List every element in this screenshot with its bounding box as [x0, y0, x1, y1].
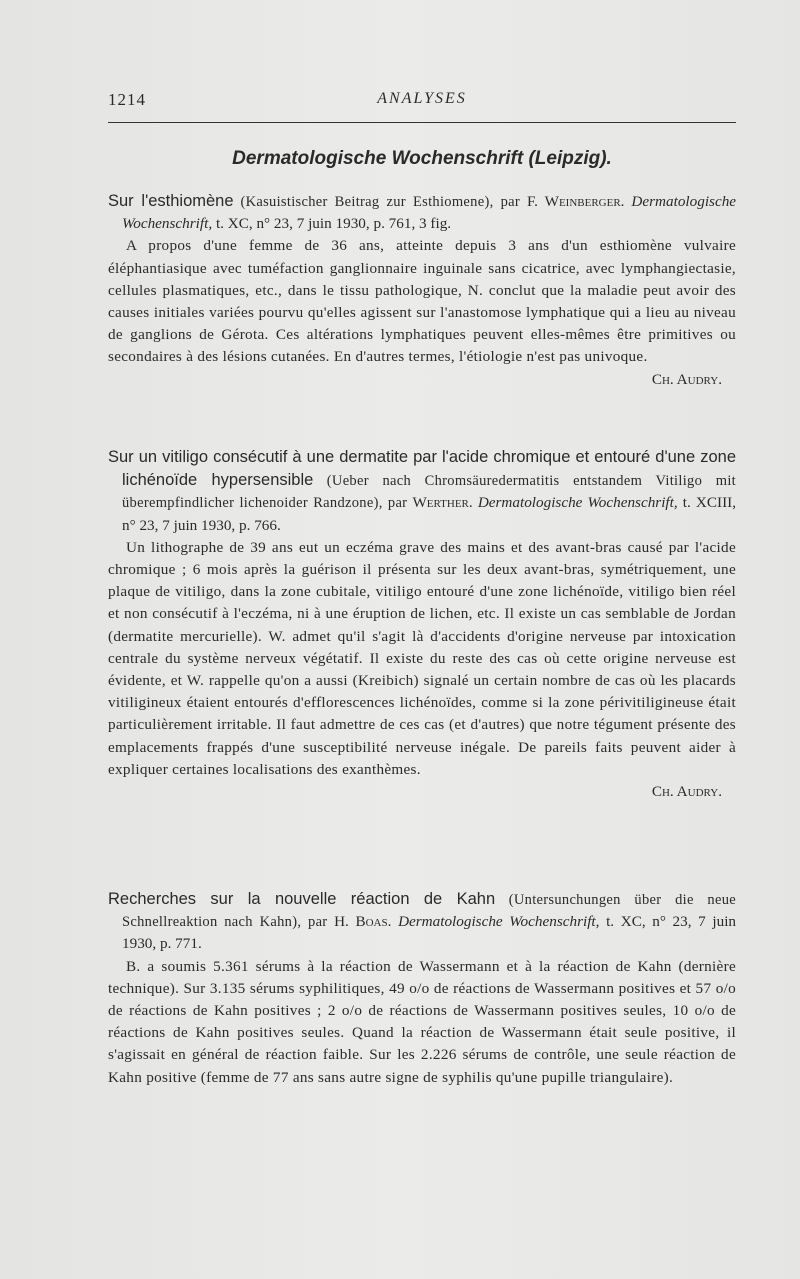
article-author: H. Boas. [334, 913, 392, 931]
article-heading [108, 446, 736, 537]
article-author: F. Weinberger. [526, 193, 625, 210]
article-title: Recherches sur la nouvelle réaction de Kahn [108, 890, 496, 908]
header-rule [108, 122, 736, 123]
article-title: Sur un vitiligo consécutif à une dermatite par l'acide chromique et entouré d'une zone lichénoïde hypersensible [108, 448, 736, 490]
article-heading [108, 190, 736, 235]
article-body: Un lithographe de 39 ans eut un eczéma grave des mains et des avant-bras causé par l'acide chromique ; 6 mois après la guérison il présenta sur les deux avant-bras, symétriquement, une plaque de vitiligo, dans la zone cubitale, vitiligo entouré d'une zone lichénoïde, vitiligo bien réel et non consécutif à l'eczéma, ni à une éruption de lichen, etc. Il existe un cas semblable de Jordan (dermatite mercurielle). W. admet qu'il s'agit là d'accidents d'origine nerveuse par intoxication centrale du système nerveux végétatif. Il existe du reste des cas où cette origine nerveuse est évidente, et W. rappelle qu'on a aussi (Kreibich) signalé un certain nombre de cas où les placards vitiligineux étaient entourés d'efflorescences lichénoïdes, comme si la zone périvitiligineuse était particulièrement irritable. Il faut admettre de ces cas (et d'autres) que notre tégument présente des emplacements frappés d'une susceptibilité nerveuse inégale. De pareils faits peuvent aider à expliquer certaines localisations des exanthèmes. [108, 538, 736, 778]
original-title: (Ueber nach Chromsäuredermatitis entstandem Vitiligo mit überempfindlicher lichenoider Randzone), par [122, 473, 736, 512]
article-body: A propos d'une femme de 36 ans, atteinte depuis 3 ans d'un esthiomène vulvaire éléphantiasique avec tuméfaction ganglionnaire inguinale sans cicatrice, avec lymphangiectasie, cellules plasmatiques, etc., dans le tissu pathologique, N. conclut que la maladie peut avoir des causes initiales variées pourvu qu'elles agissent sur l'anastomose lymphatique qui a lieu au niveau de ganglions de Gérota. Ces altérations lymphatiques peuvent elles-mêmes être primitives ou secondaires à des lésions cutanées. En d'autres termes, l'étiologie n'est pas univoque. [108, 237, 736, 366]
page-number: 1214 [108, 90, 146, 109]
article-heading [108, 888, 736, 956]
article-signature-line [108, 369, 736, 391]
article-signature-line [108, 781, 736, 803]
article-journal: Dermatologische Wochenschrift, [122, 193, 737, 233]
article-journal: Dermatologische Wochenschrift, [477, 494, 678, 512]
article-kahn-reaction [108, 888, 736, 1089]
article-citation: t. XCIII, n° 23, 7 juin 1930, p. 766. [122, 494, 736, 534]
article-journal: Dermatologische Wochenschrift, [398, 913, 600, 931]
article-body: B. a soumis 5.361 sérums à la réaction de Wassermann et à la réaction de Kahn (dernière technique). Sur 3.135 sérums syphilitiques, 49 o/o de réactions de Wassermann positives et 57 o/o de réactions de Kahn positives ; 2 o/o de réactions de Wassermann positives seules, 10 o/o de réactions de Kahn positives seules. Quand la réaction de Wassermann était seule positive, il s'agissait en général de réaction faible. Sur les 2.226 sérums de contrôle, une seule réaction de Kahn positive (femme de 77 ans sans autre signe de syphilis qu'une pupille triangulaire). [108, 957, 736, 1086]
article-esthiomene [108, 190, 736, 391]
page-header [108, 90, 736, 112]
original-title: (Untersunchungen über die neue Schnellreaktion nach Kahn), par [122, 892, 736, 931]
article-vitiligo [108, 446, 736, 803]
article-citation: t. XC, n° 23, 7 juin 1930, p. 761, 3 fig. [215, 215, 452, 233]
article-citation: t. XC, n° 23, 7 juin 1930, p. 771. [122, 913, 737, 953]
article-signature: Ch. Audry. [651, 783, 722, 801]
running-title: ANALYSES [377, 90, 467, 107]
article-author: Werther. [412, 494, 473, 512]
journal-section-title: Dermatologische Wochenschrift (Leipzig). [232, 148, 612, 169]
original-title: (Kasuistischer Beitrag zur Esthiomene), par [240, 194, 520, 210]
article-signature: Ch. Audry. [651, 370, 722, 388]
article-title: Sur l'esthiomène [108, 192, 234, 210]
